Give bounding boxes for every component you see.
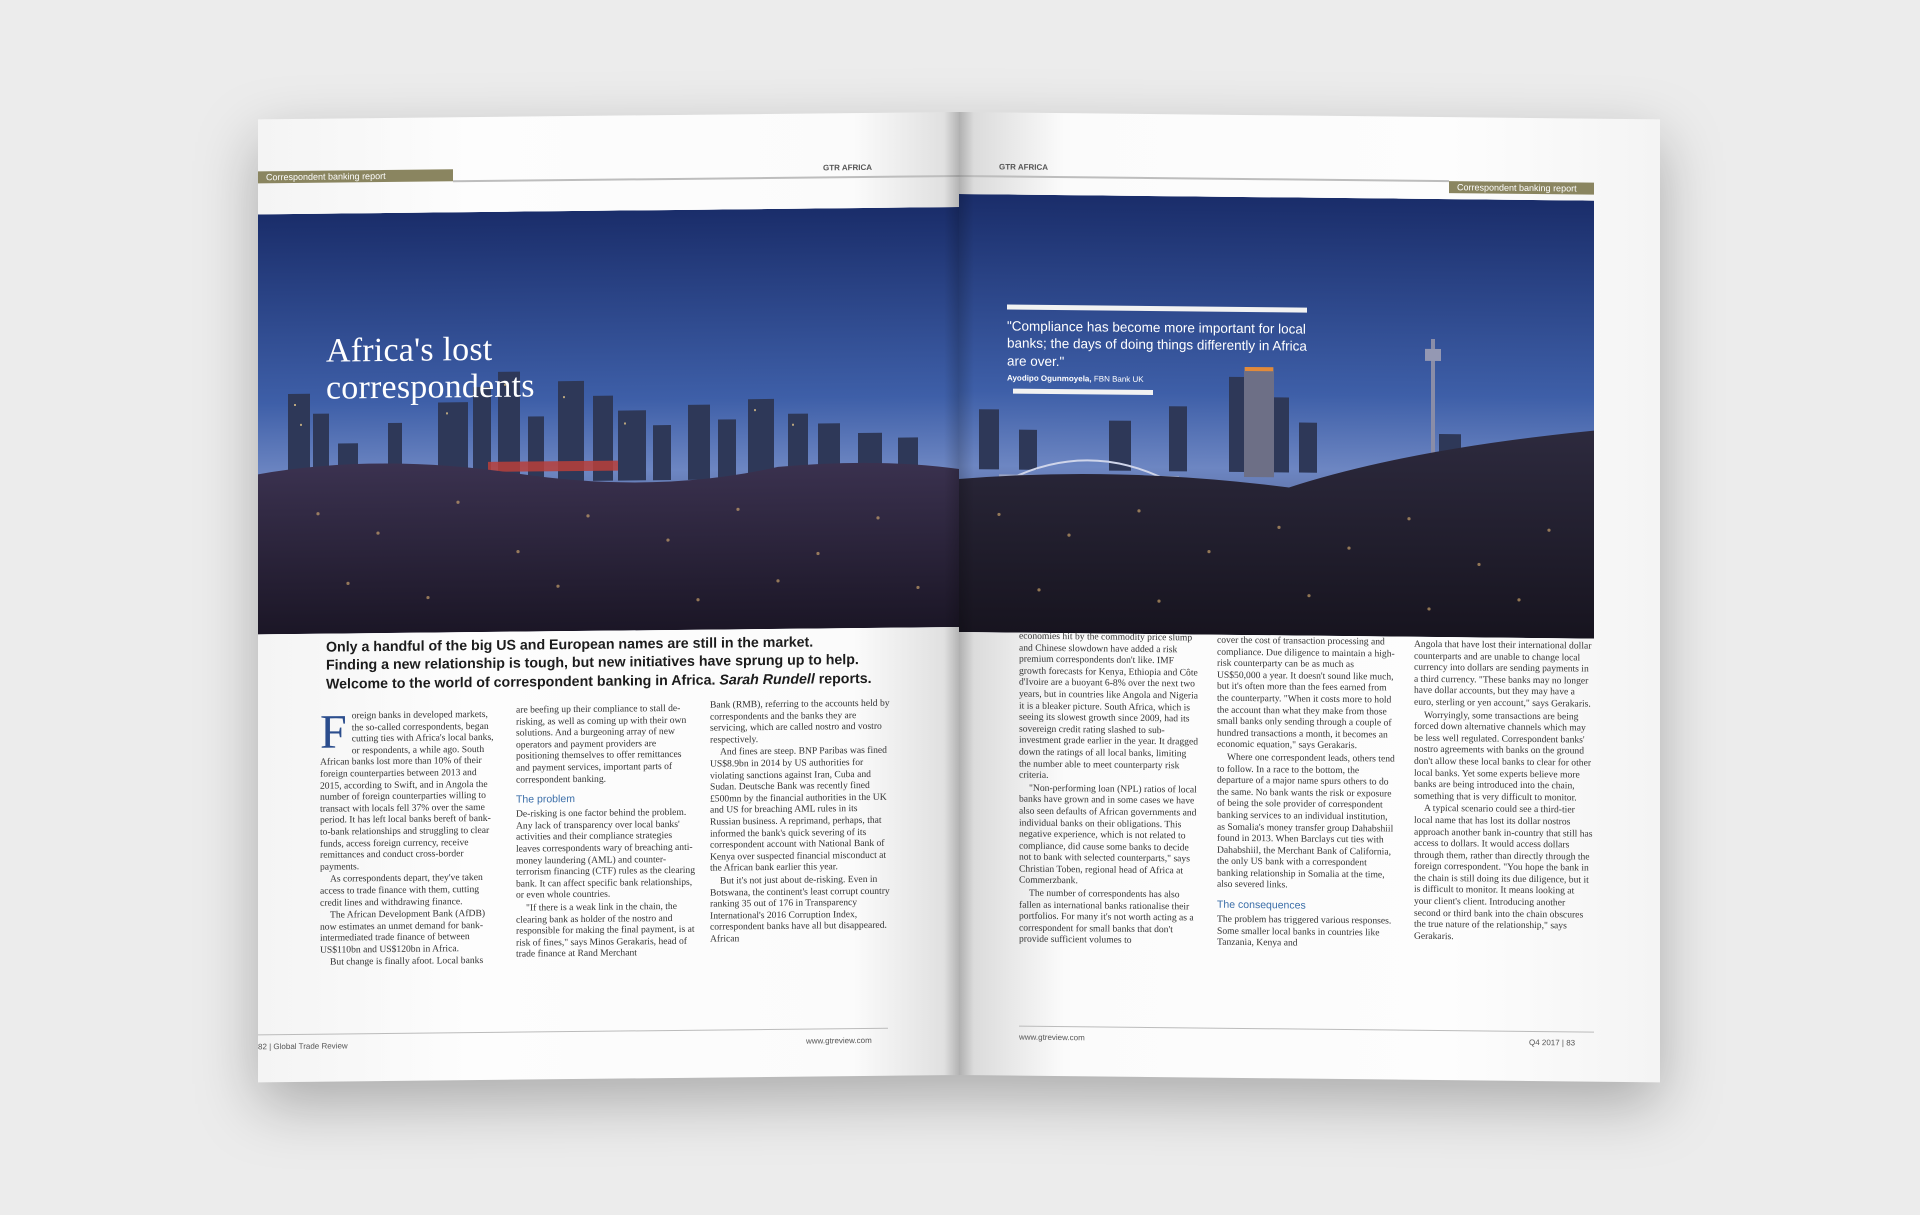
subheading: The consequences: [1217, 898, 1306, 912]
body-column-2: are beefing up their compliance to stall de-risking, as well as coming up with their own solutions. And a burgeoning array of new operators and payment providers are positioning themselves to offer remittances and payment services, important parts of correspondent banking. The problem De-risking is one factor behind the problem. Any lack of transparency over local banks' activities and their compliance strategies leaves correspondents wary of breaching anti-money laundering (AML) and counter-terrorism financing (CTF) rules as the clearing bank. It can affect specific bank relationships, or even whole countries. "If there is a weak link in the chain, the clearing bank as holder of the nostro and responsible for making the final payment, is at risk of fines," says Minos Gerakaris, head of trade finance at Rand Merchant: [516, 702, 696, 960]
pull-quote: [1007, 305, 1307, 397]
folio-url: www.gtreview.com: [1019, 1032, 1085, 1043]
header-rule: [453, 175, 959, 182]
body-column-1: economies hit by the commodity price slump and Chinese slowdown have added a risk premium correspondents don't like. IMF growth forecasts for Kenya, Ethiopia and Côte d'Ivoire are a buoyant 6-8% over the next two years, but in countries like Angola and Nigeria it is a bleaker picture. South Africa, which is seeing its slowest growth since 2009, had its sovereign credit rating slashed to sub-investment grade earlier in the year. It dragged down the ratings of all local banks, limiting the number able to meet counterparty risk criteria. "Non-performing loan (NPL) ratios of local banks have grown and in some cases we have also seen defaults of African governments and individual banks on their obligations. This negative experience, which is not related to compliance, did cause some banks to decide not to bank with selected counterparts," says Christian Toben, regional head of Africa at Commerzbank. The number of correspondents has also fallen as international banks rationalise their portfolios. For many it's not worth acting as a correspondent for small banks that don't provide sufficient volumes to: [1019, 630, 1199, 947]
header-rule: [959, 175, 1449, 182]
pull-quote-text: "Compliance has become more important for local banks; the days of doing things differently in Africa are over.": [1007, 318, 1307, 369]
body-column-3: Bank (RMB), referring to the accounts held by correspondents and the banks they are servicing, which are called nostro and vostro respectively. And fines are steep. BNP Paribas was fined US$8.9bn in 2014 by US authorities for violating sanctions against Iran, Cuba and Sudan. Deutsche Bank was recently fined £500mn by the financial authorities in the UK and US for breaching AML rules in its Russian business. A reprimand, perhaps, that informed the bank's quick severing of its correspondent account with National Bank of Kenya over suspected financial misconduct at the African bank earlier this year. But it's not just about de-risking. Even in Botswana, the continent's least corrupt country ranking 35 out of 176 in Transparency International's 2016 Corruption Index, correspondent banks have all but disappeared. African: [710, 697, 890, 945]
drop-cap: F: [320, 705, 347, 759]
section-bar: Correspondent banking report: [1449, 181, 1594, 195]
left-page: [258, 112, 959, 1082]
footer-rule: [258, 1028, 888, 1036]
folio: 82 | Global Trade Review: [258, 1041, 348, 1052]
standfirst: Only a handful of the big US and European names are still in the market. Finding a new relationship is tough, but new initiatives have sprung up to help. Welcome to the world of correspondent banking in Africa. Sarah Rundell reports.: [326, 634, 872, 693]
body-column-3: Angola that have lost their international dollar counterparts and are unable to change local currency into dollars are sending payments in a third currency. "These banks may no longer have dollar accounts, but they may have a euro, sterling or yen account," says Gerakaris. Worryingly, some transactions are being forced down alternative channels which may be less well regulated. Correspondent banks' nostro agreements with banks on the ground don't allow these local banks to clear for other local banks. Yet some experts believe more banks are being introduced into the chain, something that is very difficult to monitor. A typical scenario could see a third-tier local name that has lost its dollar nostros approach another bank in-country that still has access to dollars. It would access dollars through them, rather than directly through the foreign correspondent. "You hope the bank in the chain is still doing its due diligence, but it is difficult to monitor. It means looking at your client's client. Introducing another second or third bank into the chain obscures the true nature of the relationship," says Gerakaris.: [1414, 638, 1593, 943]
folio-url: www.gtreview.com: [806, 1035, 872, 1046]
brand-mark: GTR AFRICA: [823, 162, 873, 173]
brand-mark: GTR AFRICA: [999, 162, 1049, 172]
subheading: The problem: [516, 793, 575, 806]
folio: Q4 2017 | 83: [1529, 1037, 1576, 1048]
body-column-2: cover the cost of transaction processing and compliance. Due diligence to maintain a high-risk counterparty can be as much as US$50,000 a year. It doesn't sound like much, but it's often more than the fees earned from the counterparty. "When it costs more to hold the account than what they make from those small banks only sending through a couple of hundred transactions a month, it becomes an economic equation," says Gerakaris. Where one correspondent leads, others tend to follow. In a race to the bottom, the departure of a major name spurs others to do the same. No bank wants the risk or exposure of being the sole provider of correspondent banking services to an individual institution, as Somalia's money transfer group Dahabshiil found in 2013. When Barclays cut ties with Dahabshiil, the Merchant Bank of California, the only US bank with a correspondent banking relationship in Somalia at the time, also severed links. The consequences The problem has triggered various responses. Some smaller local banks in countries like Tanzania, Kenya and: [1217, 635, 1397, 952]
right-page: [959, 112, 1660, 1082]
hero-photo-left: [258, 207, 959, 634]
section-bar: Correspondent banking report: [258, 169, 453, 183]
city-skyline-image: [258, 207, 959, 634]
body-column-1: Foreign banks in developed markets, the so-called correspondents, began cutting ties with Africa's local banks, or respondents, a while ago. South African banks lost more than 10% of their foreign counterparties between 2013 and 2015, according to Swift, and in Angola the number of foreign counterparties willing to transact with locals fell 37% over the same period. It has left local banks bereft of bank-to-bank relationships and struggling to clear funds, access foreign currency, receive remittances and conduct cross-border payments. As correspondents depart, they've taken access to trade finance with them, cutting credit lines and withdrawing finance. The African Development Bank (AfDB) now estimates an unmet demand for bank-intermediated trade finance of between US$110bn and US$120bn in Africa. But change is finally afoot. Local banks: [320, 705, 494, 969]
article-headline: Africa's lost correspondents: [326, 330, 535, 407]
pull-quote-attribution: Ayodipo Ogunmoyela, FBN Bank UK: [1007, 373, 1144, 384]
magazine-spread: [258, 112, 1660, 1075]
byline: Sarah Rundell: [719, 671, 815, 689]
hero-photo-right: [959, 194, 1594, 639]
footer-rule: [1019, 1026, 1594, 1033]
city-skyline-image: [959, 194, 1594, 639]
